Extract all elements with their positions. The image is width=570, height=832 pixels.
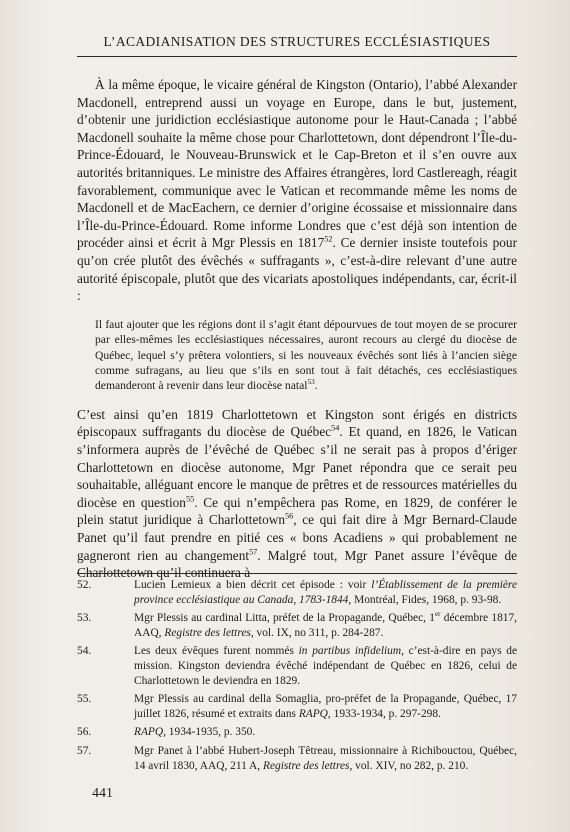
footnote-57 [77, 744, 517, 773]
footnote-52-title: l’Établissement de la première province ecclésiastique au Canada, 1783-1844 [134, 579, 518, 606]
footnote-number: 57. [77, 744, 92, 757]
footnote-rule [77, 573, 517, 574]
paragraph-2-text-c: . Ce qui n’empêchera pas Rome, en 1829, de conférer le plein statut juridique à Charlottetown [77, 494, 517, 528]
paragraph-1-text-a: À la même époque, le vicaire général de Kingston (Ontario), l’abbé Alexander Macdonell, entreprend aussi un voyage en Europe, dans le but, justement, d’obtenir une juridiction ecclésiastique autonome pour le Haut-Canada ; l’abbé Macdonell souhaite la même chose pour Charlottetown, dont dépendront l’Île-du-Prince-Édouard, le Nouveau-Brunswick et le Cap-Breton et il s’en ouvre aux autorités britanniques. Le ministre des Affaires étrangères, lord Castlereagh, réagit favorablement, communique avec le Vatican et recommande même les noms de Macdonell et de MacEachern, ce dernier d’origine écossaise et missionnaire dans l’Île-du-Prince-Édouard. Rome informe Londres que c’est déjà son intention de procéder ainsi et écrit à Mgr Plessis en 1817 [77, 77, 517, 251]
paragraph-2-text-d: , ce qui fait dire à Mgr Bernard-Claude Panet qu’il faut prendre en pitié ces « bons Acadiens » qui probablement ne gagneront rien au changement [77, 512, 517, 563]
footnote-52-text-a: Lucien Lemieux a bien décrit cet épisode : voir [134, 579, 372, 591]
paragraph-1 [77, 76, 517, 305]
footnote-53-text-c: , vol. IX, no 311, p. 284-287. [250, 626, 384, 639]
footnote-text [134, 611, 517, 640]
footnote-52 [77, 578, 517, 607]
footnote-54-text-b: , c’est-à-dire en pays de mission. Kingston deviendra évêché indépendant de Québec en 1826, celui de Charlottetown le deviendra en 1829. [134, 645, 517, 687]
footnote-54-text-a: Les deux évêques furent nommés [134, 645, 299, 658]
footnote-text [134, 644, 517, 688]
footnote-56-text-a: , 1934-1935, p. 350. [163, 726, 256, 739]
block-quote-text-b: . [314, 379, 318, 393]
footnote-number: 52. [77, 579, 92, 591]
footnote-55-text-b: , 1933-1934, p. 297-298. [327, 707, 441, 720]
footnote-number: 55. [77, 693, 92, 706]
footnote-53-text-b: décembre 1817, AAQ, [134, 612, 517, 639]
paragraph-2-text-b: . Et quand, en 1826, le Vatican s’informera auprès de l’évêché de Québec s’il ne serait pas à propos d’ériger Charlottetown en diocèse autonome, Mgr Panet répondra que ce serait peu souhaitable, alléguant encore le manque de prêtres et de ressources matérielles du diocèse en question [77, 424, 517, 510]
paragraph-2-text-a: C’est ainsi qu’en 1819 Charlottetown et Kingston sont érigés en districts épiscopaux suffragants du diocèse de Québec [77, 406, 517, 440]
footnote-53-superscript: er [435, 610, 441, 619]
footnote-56-title: RAPQ [134, 726, 164, 739]
block-quote [95, 317, 517, 394]
block-quote-text-a: Il faut ajouter que les régions dont il s’agit étant dépourvues de tout moyen de se procurer par elles-mêmes les ecclésiastiques nécessaires, auront recours au clergé du diocèse de Québec, lequel s’y prêtera volontiers, si les nouveaux évêchés sont liés à l’ancien siège comme sufragans, au lieu que s’ils en sont tout à fait détachés, ces ecclésiastiques demanderont à revenir dans leur diocèse natal [95, 317, 517, 393]
footnote-53-title: Registre des lettres [164, 626, 251, 639]
footnote-text [134, 725, 517, 740]
header-rule [77, 56, 517, 57]
footnote-57-text-a: Mgr Panet à l’abbé Hubert-Joseph Têtreau, missionnaire à Richibouctou, Québec, 14 avril 1830, AAQ, 211 A, [134, 744, 517, 772]
running-header: L’ACADIANISATION DES STRUCTURES ECCLÉSIASTIQUES [103, 34, 491, 49]
footnote-text [134, 578, 517, 607]
footnote-55-title: RAPQ [298, 707, 328, 720]
footnote-57-text-b: , vol. XIV, no 282, p. 210. [349, 759, 469, 772]
footnote-55 [77, 692, 517, 721]
footnote-53-text-a: Mgr Plessis au cardinal Litta, préfet de la Propagande, Québec, 1 [134, 612, 435, 625]
footnote-text [134, 744, 517, 773]
page-number: 441 [92, 786, 113, 801]
footnotes [77, 578, 517, 777]
page-edge-shadow [530, 0, 570, 832]
footnote-57-title: Registre des lettres [262, 759, 350, 772]
footnote-ref-56[interactable]: 56 [284, 511, 294, 521]
footnote-56 [77, 725, 517, 740]
footnote-number: 53. [77, 612, 92, 625]
footnote-ref-57[interactable]: 57 [249, 547, 258, 557]
footnote-ref-53[interactable]: 53 [307, 378, 315, 387]
footnote-number: 54. [77, 645, 92, 658]
footnote-text [134, 692, 517, 721]
main-text [77, 76, 517, 582]
footnote-55-text-a: Mgr Plessis au cardinal della Somaglia, pro-préfet de la Propagande, Québec, 17 juillet 1826, résumé et extraits dans [134, 693, 517, 720]
footnote-ref-52[interactable]: 52 [324, 234, 333, 244]
footnote-54-latin: in partibus infidelium [298, 645, 402, 658]
paragraph-2 [77, 406, 517, 582]
footnote-number: 56. [77, 726, 92, 739]
paragraph-1-text-b: . Ce dernier insiste toutefois pour qu’on crée plutôt des évêchés « suffragants », c’est-à-dire relevant d’une autre autorité épiscopale, plutôt que des vicariats apostoliques indépendants, car, écrit-il : [77, 235, 517, 304]
paragraph-2-text-e: . Malgré tout, Mgr Panet assure l’évêque de Charlottetown qu’il continuera à [77, 547, 518, 581]
footnote-ref-55[interactable]: 55 [185, 494, 195, 504]
footnote-54 [77, 644, 517, 688]
footnote-53 [77, 611, 517, 640]
footnote-ref-54[interactable]: 54 [331, 423, 340, 433]
footnote-52-text-b: , Montréal, Fides, 1968, p. 93-98. [348, 593, 502, 606]
